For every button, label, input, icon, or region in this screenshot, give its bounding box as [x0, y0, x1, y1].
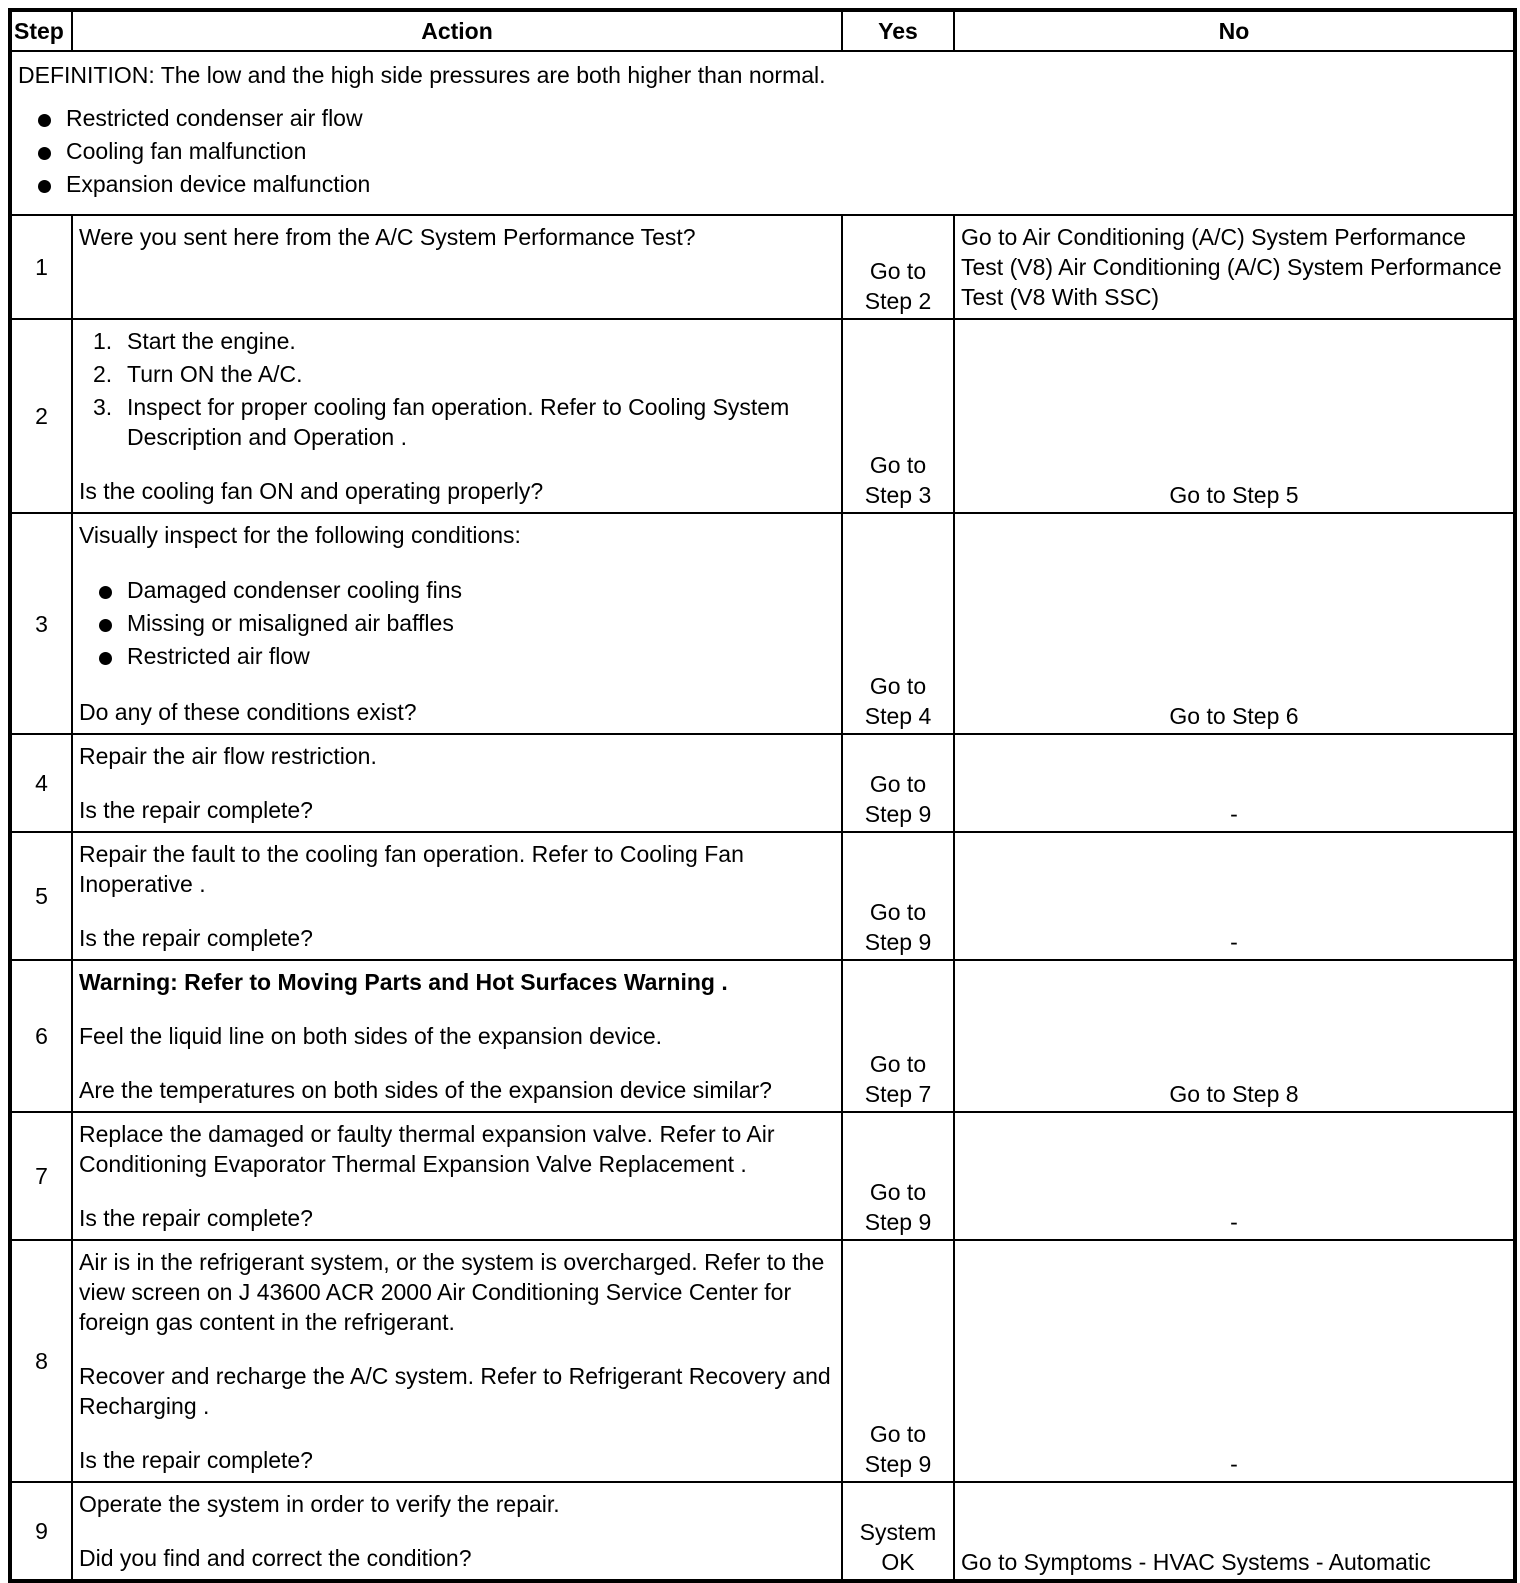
question-text: Is the repair complete? — [79, 1205, 313, 1231]
yes-line: Go to — [869, 899, 927, 925]
warning-text — [79, 967, 835, 997]
list-item — [79, 607, 835, 640]
table-row — [10, 832, 1515, 960]
list-item — [18, 168, 1507, 201]
bullet-icon — [99, 652, 112, 665]
step-number: 5 — [10, 832, 72, 960]
yes-line: Go to — [869, 673, 927, 699]
yes-cell — [842, 1240, 954, 1482]
step-number: 9 — [10, 1482, 72, 1581]
list-item — [79, 640, 835, 673]
action-cell — [72, 960, 842, 1112]
list-item: 3. Inspect for proper cooling fan operation. Refer to Cooling System Description and Operation . — [93, 394, 790, 450]
yes-cell — [842, 734, 954, 832]
step-number: 8 — [10, 1240, 72, 1482]
table-row — [10, 1482, 1515, 1581]
action-cell — [72, 1112, 842, 1240]
question-text: Is the cooling fan ON and operating properly? — [79, 478, 544, 504]
bullet-icon — [38, 114, 51, 127]
question-text: Is the repair complete? — [79, 1447, 313, 1473]
bullet-icon — [38, 180, 51, 193]
step-number: 1 — [10, 215, 72, 319]
action-cell — [72, 734, 842, 832]
intro-text: Repair the fault to the cooling fan operation. Refer to Cooling Fan Inoperative . — [79, 841, 744, 897]
yes-cell — [842, 319, 954, 513]
intro-text: Air is in the refrigerant system, or the system is overcharged. Refer to the view screen on J 43600 ACR 2000 Air Conditioning Service Center for foreign gas content in the refrigerant. — [79, 1249, 825, 1335]
intro-text: Visually inspect for the following conditions: — [79, 522, 521, 548]
warning-label: Warning: Refer to Moving Parts and Hot Surfaces Warning . — [79, 969, 728, 995]
no-cell: - — [954, 832, 1515, 960]
bullet-icon — [38, 147, 51, 160]
yes-line: OK — [881, 1549, 915, 1575]
intro-text: Repair the air flow restriction. — [79, 743, 377, 769]
bullet-icon — [99, 586, 112, 599]
substep-text: Turn ON the A/C. — [127, 361, 303, 387]
yes-line: Step 9 — [864, 801, 932, 827]
question-text: Are the temperatures on both sides of the expansion device similar? — [79, 1077, 772, 1103]
step-number: 2 — [10, 319, 72, 513]
no-cell: - — [954, 734, 1515, 832]
condition-text: Restricted air flow — [127, 643, 310, 669]
yes-line: Step 4 — [864, 703, 932, 729]
bullet-text: Expansion device malfunction — [66, 171, 371, 197]
yes-line: Go to — [869, 1179, 927, 1205]
yes-cell — [842, 215, 954, 319]
yes-line: Step 9 — [864, 1209, 932, 1235]
question-text: Do any of these conditions exist? — [79, 699, 417, 725]
table-row — [10, 513, 1515, 734]
bullet-icon — [99, 619, 112, 632]
condition-text: Damaged condenser cooling fins — [127, 577, 462, 603]
header-row — [10, 10, 1515, 51]
no-cell: Go to Step 5 — [954, 319, 1515, 513]
table-row — [10, 1112, 1515, 1240]
list-item: 2. Turn ON the A/C. — [93, 361, 303, 387]
question-text: Did you find and correct the condition? — [79, 1545, 472, 1571]
action-cell — [72, 513, 842, 734]
definition-bullets — [18, 102, 1507, 201]
no-cell: - — [954, 1240, 1515, 1482]
question-text: Were you sent here from the A/C System Performance Test? — [79, 224, 696, 250]
question-text: Is the repair complete? — [79, 797, 313, 823]
intro-text-2: Recover and recharge the A/C system. Refer to Refrigerant Recovery and Recharging . — [79, 1363, 831, 1419]
table-row — [10, 1240, 1515, 1482]
diagnostic-table — [8, 8, 1517, 1583]
yes-line: Step 3 — [864, 482, 932, 508]
yes-line: Step 7 — [864, 1081, 932, 1107]
yes-line: Step 2 — [864, 288, 932, 314]
definition-text: DEFINITION: The low and the high side pressures are both higher than normal. — [18, 62, 826, 88]
yes-line: System — [859, 1519, 937, 1545]
substep-text: Inspect for proper cooling fan operation. Refer to Cooling System Description and Operation . — [127, 394, 790, 450]
table-row — [10, 215, 1515, 319]
no-cell: Go to Symptoms - HVAC Systems - Automatic — [954, 1482, 1515, 1581]
yes-cell — [842, 513, 954, 734]
header-step: Step — [10, 10, 72, 51]
table-row — [10, 734, 1515, 832]
yes-line: Go to — [869, 1051, 927, 1077]
list-item — [18, 135, 1507, 168]
list-item — [18, 102, 1507, 135]
yes-cell — [842, 832, 954, 960]
header-yes: Yes — [842, 10, 954, 51]
step-number: 4 — [10, 734, 72, 832]
header-action: Action — [72, 10, 842, 51]
action-cell — [72, 1482, 842, 1581]
yes-line: Step 9 — [864, 929, 932, 955]
no-cell: Go to Step 6 — [954, 513, 1515, 734]
intro-text: Replace the damaged or faulty thermal expansion valve. Refer to Air Conditioning Evaporator Thermal Expansion Valve Replacement . — [79, 1121, 775, 1177]
list-item: 1. Start the engine. — [93, 328, 296, 354]
bullet-text: Cooling fan malfunction — [66, 138, 307, 164]
action-cell — [72, 832, 842, 960]
yes-cell — [842, 1482, 954, 1581]
substep-list — [79, 326, 835, 452]
header-no: No — [954, 10, 1515, 51]
question-text: Is the repair complete? — [79, 925, 313, 951]
yes-line: Step 9 — [864, 1451, 932, 1477]
action-cell — [72, 319, 842, 513]
table-row — [10, 960, 1515, 1112]
step-number: 7 — [10, 1112, 72, 1240]
yes-line: Go to — [869, 258, 927, 284]
action-cell — [72, 215, 842, 319]
action-cell — [72, 1240, 842, 1482]
intro-text: Feel the liquid line on both sides of the expansion device. — [79, 1023, 663, 1049]
definition-cell — [10, 51, 1515, 215]
condition-list — [79, 574, 835, 673]
yes-line: Go to — [869, 771, 927, 797]
yes-line: Go to — [869, 1421, 927, 1447]
no-cell: Go to Air Conditioning (A/C) System Performance Test (V8) Air Conditioning (A/C) System Performance Test (V8 With SSC) — [954, 215, 1515, 319]
step-number: 3 — [10, 513, 72, 734]
no-cell: Go to Step 8 — [954, 960, 1515, 1112]
yes-cell — [842, 960, 954, 1112]
definition-row — [10, 51, 1515, 215]
intro-text: Operate the system in order to verify the repair. — [79, 1491, 560, 1517]
yes-cell — [842, 1112, 954, 1240]
yes-line: Go to — [869, 452, 927, 478]
substep-text: Start the engine. — [127, 328, 296, 354]
bullet-text: Restricted condenser air flow — [66, 105, 363, 131]
table-row — [10, 319, 1515, 513]
condition-text: Missing or misaligned air baffles — [127, 610, 454, 636]
list-item — [79, 574, 835, 607]
no-cell: - — [954, 1112, 1515, 1240]
step-number: 6 — [10, 960, 72, 1112]
